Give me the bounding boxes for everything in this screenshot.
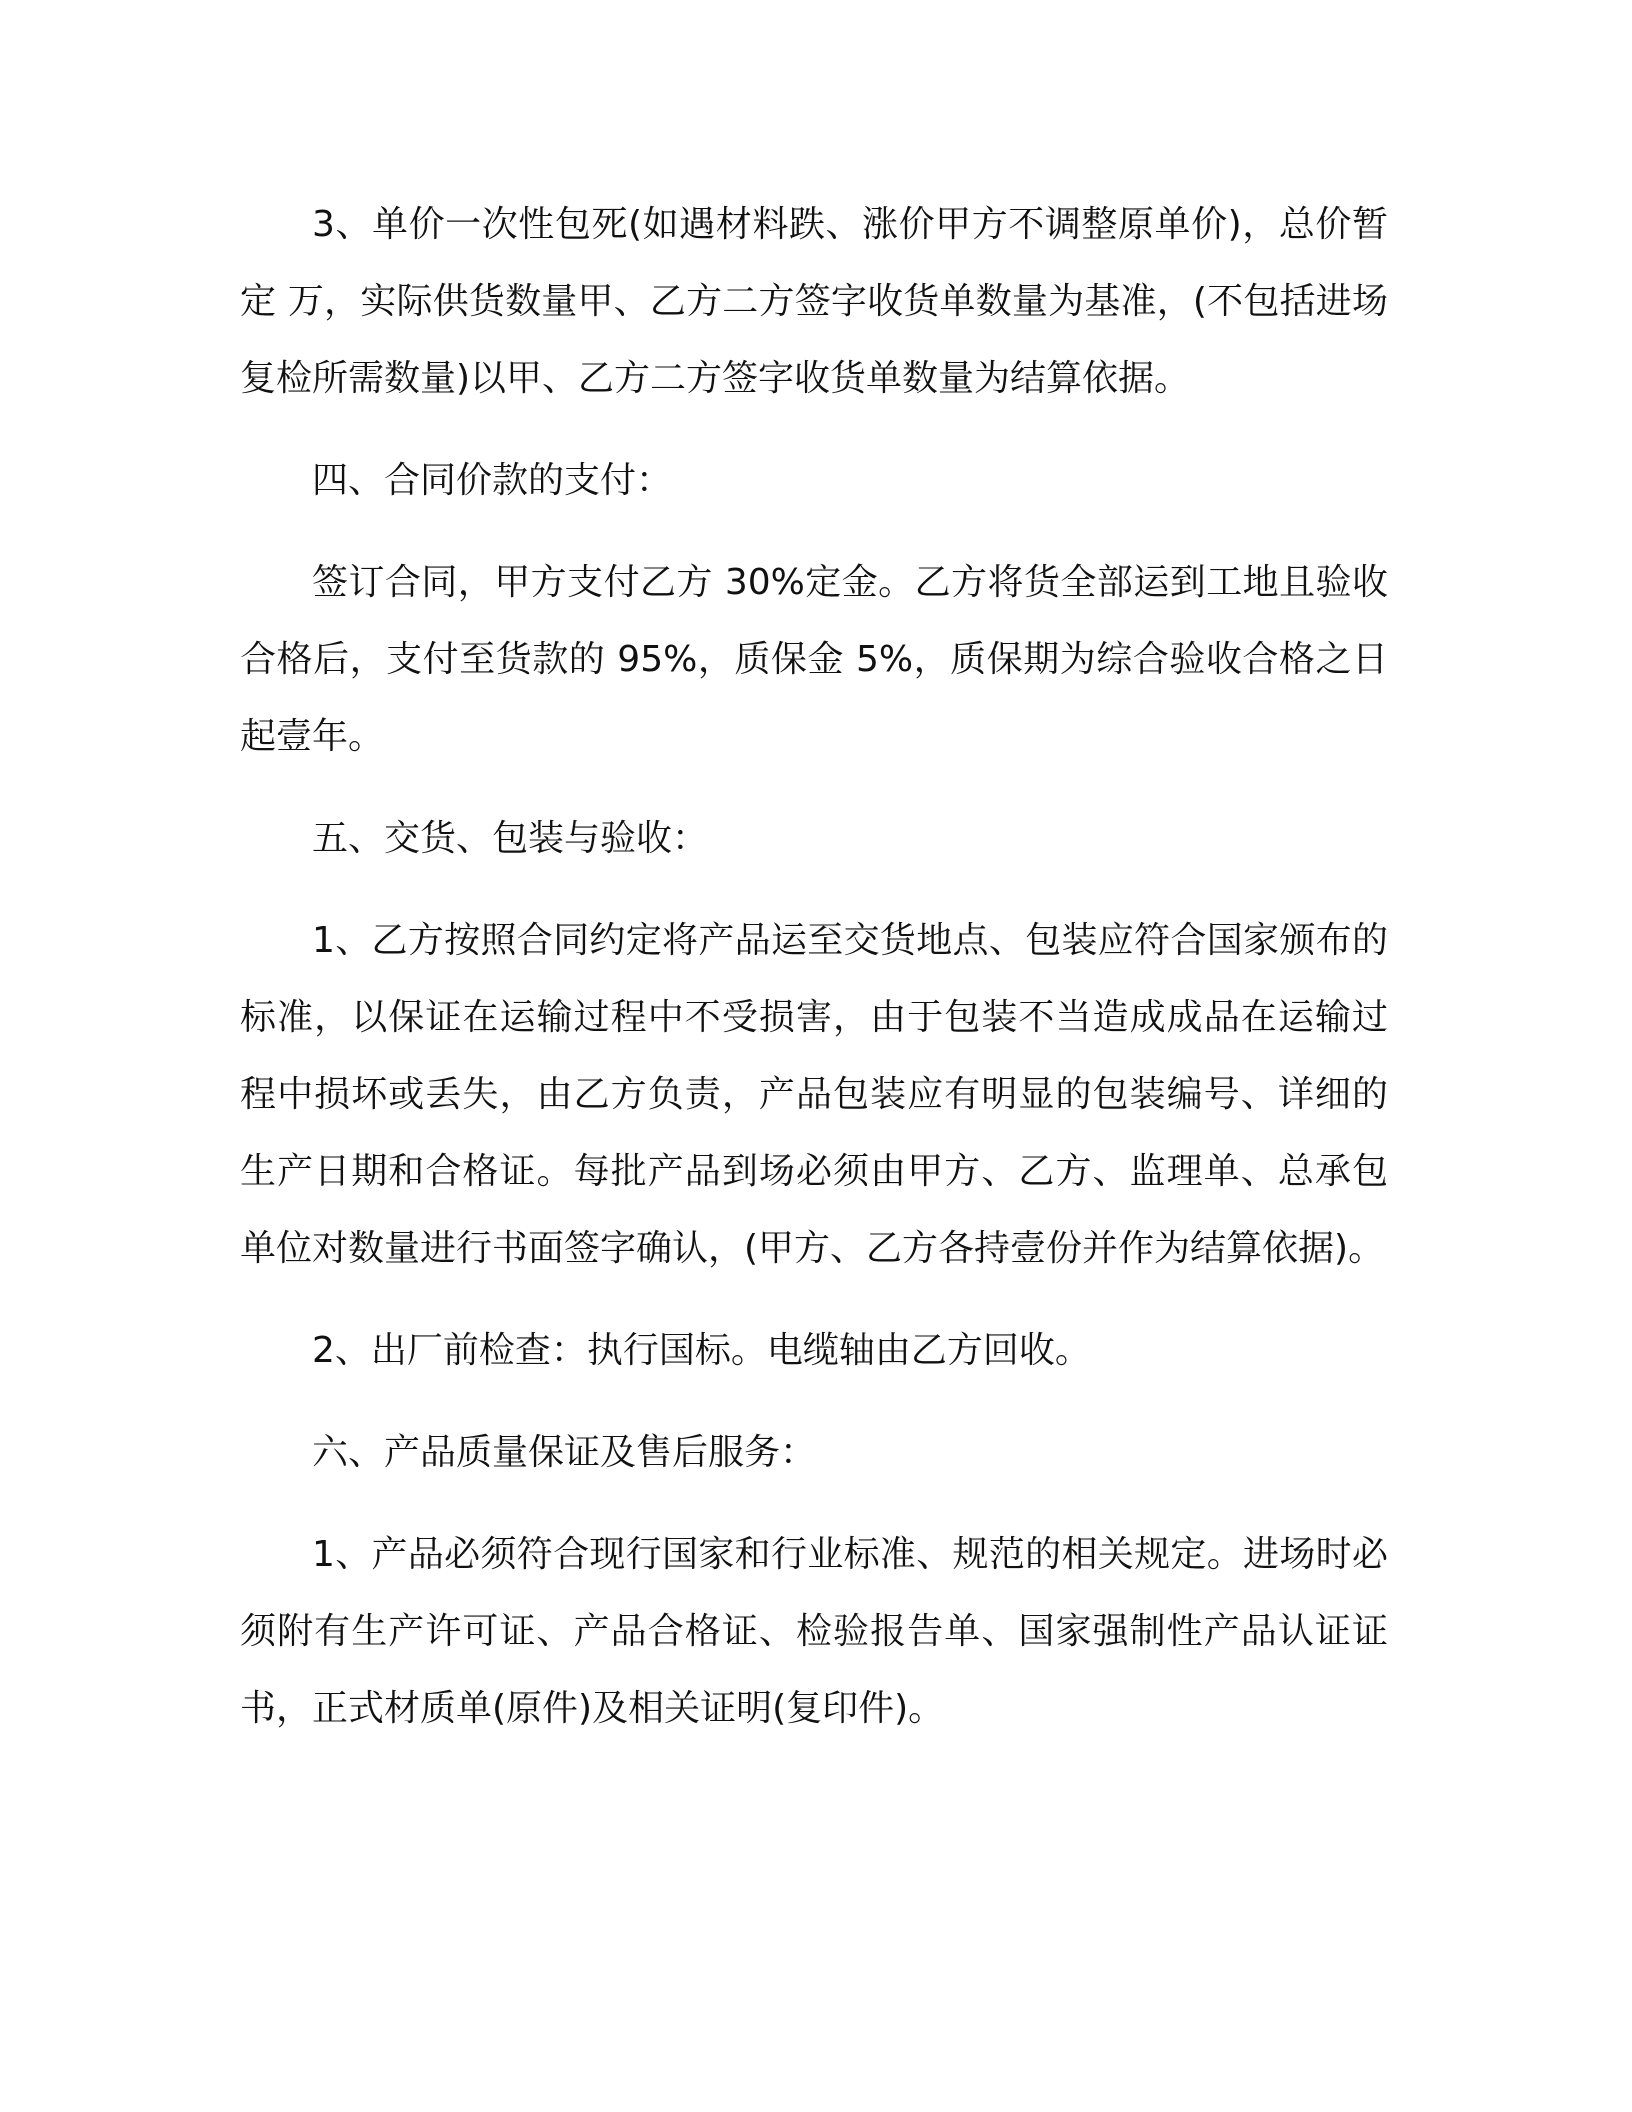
paragraph-quality-standards: 1、产品必须符合现行国家和行业标准、规范的相关规定。进场时必须附有生产许可证、产品合格证、检验报告单、国家强制性产品认证证书，正式材质单(原件)及相关证明(复印件)。 — [240, 1534, 1388, 1729]
heading-payment: 四、合同价款的支付： — [312, 460, 673, 501]
paragraph-factory-inspection: 2、出厂前检查：执行国标。电缆轴由乙方回收。 — [312, 1330, 1091, 1371]
paragraph-unit-price: 3、单价一次性包死(如遇材料跌、涨价甲方不调整原单价)，总价暂定 万，实际供货数量甲、乙方二方签字收货单数量为基准，(不包括进场复检所需数量)以甲、乙方二方签字收货单数量为结算依据。 — [240, 204, 1388, 399]
document-body — [240, 186, 1388, 1747]
paragraph-payment-terms: 签订合同，甲方支付乙方 30%定金。乙方将货全部运到工地且验收合格后，支付至货款的 95%，质保金 5%，质保期为综合验收合格之日起壹年。 — [240, 562, 1388, 757]
heading-quality-service: 六、产品质量保证及售后服务： — [312, 1432, 817, 1473]
heading-delivery-packaging: 五、交货、包装与验收： — [312, 818, 709, 859]
paragraph-delivery-terms: 1、乙方按照合同约定将产品运至交货地点、包装应符合国家颁布的标准，以保证在运输过程中不受损害，由于包装不当造成成品在运输过程中损坏或丢失，由乙方负责，产品包装应有明显的包装编号、详细的生产日期和合格证。每批产品到场必须由甲方、乙方、监理单、总承包单位对数量进行书面签字确认，(甲方、乙方各持壹份并作为结算依据)。 — [240, 920, 1388, 1269]
